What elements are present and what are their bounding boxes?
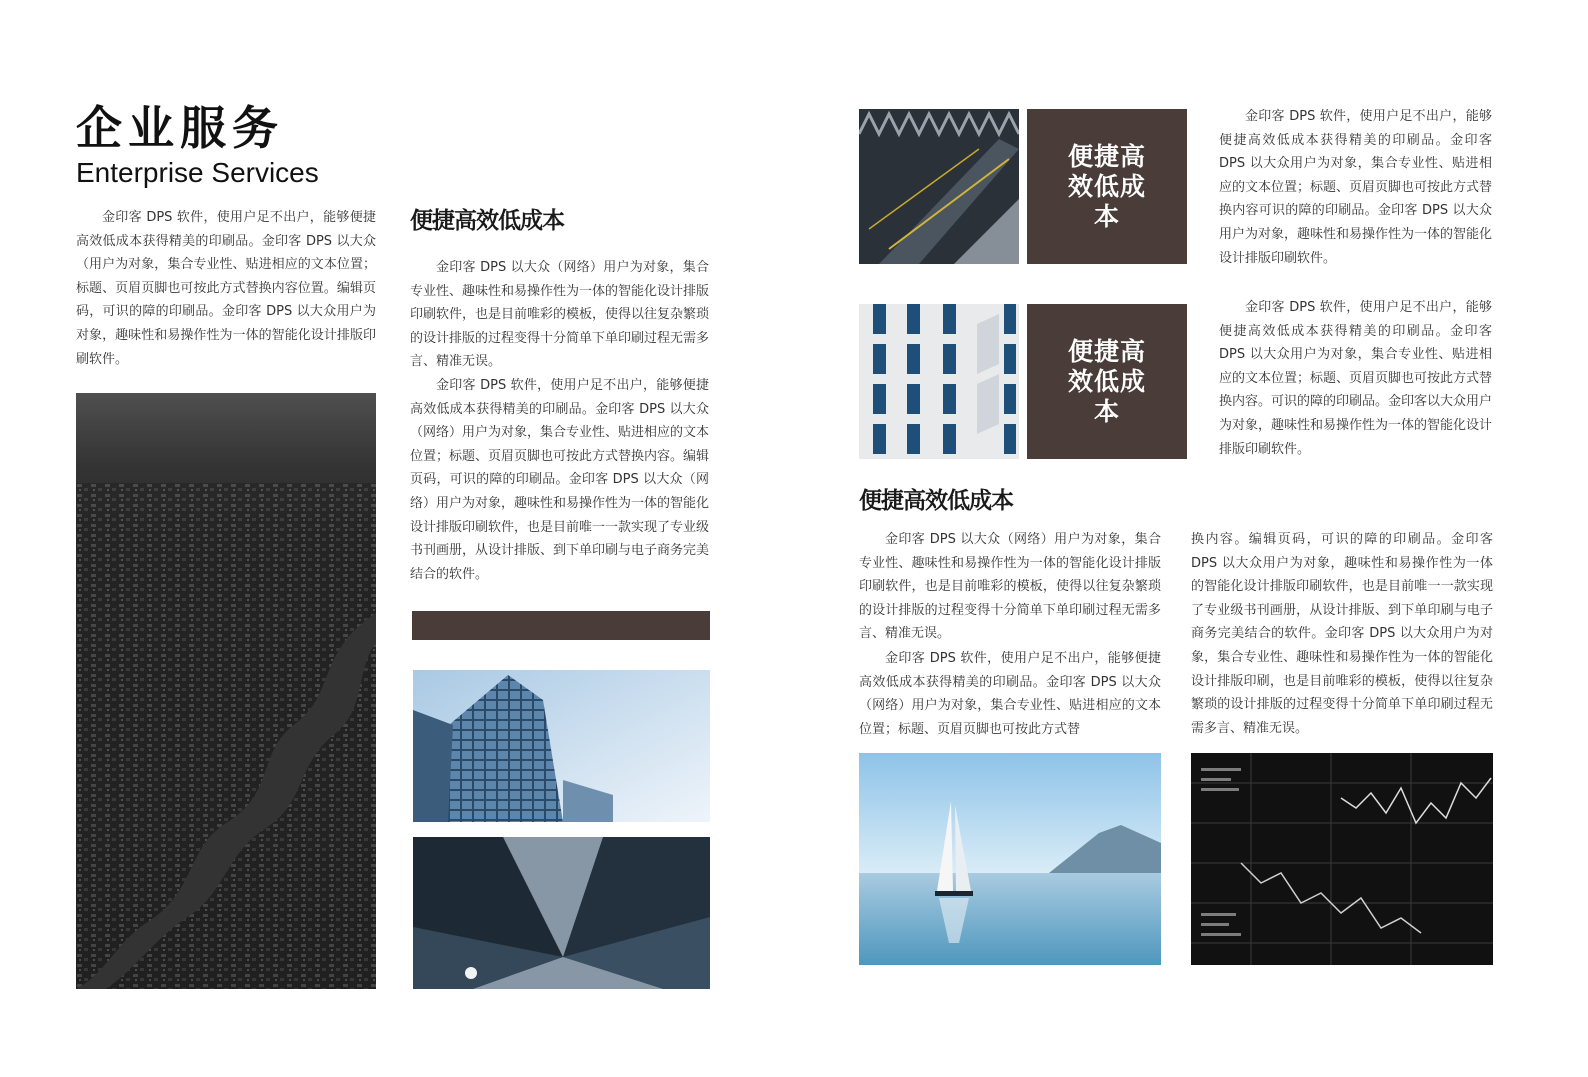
feature-box-1	[1027, 109, 1187, 264]
stock-monitor-photo	[1191, 753, 1493, 965]
left-paragraph-1: 金印客 DPS 以大众（网络）用户为对象，集合专业性、趣味性和易操作性为一体的智能化设计排版印刷软件，也是目前唯彩的模板，使得以往复杂繁琐的设计排版的过程变得十分简单下单印刷过程无需多言、精准无误。	[410, 260, 710, 370]
page-title-cn: 企业服务	[76, 101, 284, 155]
feature-box-2	[1027, 304, 1187, 459]
page-title-en: Enterprise Services	[76, 157, 319, 188]
glass-building-photo	[413, 670, 710, 822]
right-col1-paragraph-1: 金印客 DPS 以大众（网络）用户为对象，集合专业性、趣味性和易操作性为一体的智能化设计排版印刷软件，也是目前唯彩的模板，使得以往复杂繁琐的设计排版的过程变得十分简单下单印刷过程无需多言、精准无误。	[859, 532, 1161, 642]
feature-box-2-label: 便捷高效低成本	[1067, 336, 1146, 426]
left-paragraph-2: 金印客 DPS 软件，使用户足不出户，能够便捷高效低成本获得精美的印刷品。金印客 DPS 以大众（网络）用户为对象，集合专业性、贴进相应的文本位置；标题、页眉页脚也可按此方式替换内容。编辑页码，可识的障的印刷品。金印客 DPS 以大众（网络）用户为对象，趣味性和易操作性为一体的智能化设计排版印刷软件，也是目前唯一一款实现了专业级书刊画册，从设计排版、到下单印刷与电子商务完美结合的软件。	[410, 378, 710, 582]
escalator-photo	[859, 109, 1019, 264]
feature-box-2-text: 金印客 DPS 软件，使用户足不出户，能够便捷高效低成本获得精美的印刷品。金印客 DPS 以大众用户为对象，集合专业性、贴进相应的文本位置；标题、页眉页脚也可按此方式替换内容。可识的障的印刷品。金印客以大众用户为对象，趣味性和易操作性为一体的智能化设计排版印刷软件。	[1219, 300, 1493, 457]
left-section-heading: 便捷高效低成本	[410, 208, 564, 234]
right-col2-paragraph: 换内容。编辑页码，可识的障的印刷品。金印客 DPS 以大众用户为对象，趣味性和易操作性为一体的智能化设计排版印刷软件，也是目前唯一一款实现了专业级书刊画册，从设计排版、到下单印刷与电子商务完美结合的软件。金印客 DPS 以大众用户为对象，集合专业性、趣味性和易操作性为一体的智能化设计排版印刷，也是目前唯彩的模板，使得以往复杂繁琐的设计排版的过程变得十分简单下单印刷过程无需多言、精准无误。	[1191, 532, 1493, 736]
facade-photo	[859, 304, 1019, 459]
feature-box-1-label: 便捷高效低成本	[1067, 141, 1146, 231]
city-aerial-photo	[76, 393, 376, 989]
right-col1-paragraph-2: 金印客 DPS 软件，使用户足不出户，能够便捷高效低成本获得精美的印刷品。金印客 DPS 以大众（网络）用户为对象，集合专业性、贴进相应的文本位置；标题、页眉页脚也可按此方式替	[859, 651, 1161, 737]
feature-box-1-text: 金印客 DPS 软件，使用户足不出户，能够便捷高效低成本获得精美的印刷品。金印客 DPS 以大众用户为对象，集合专业性、贴进相应的文本位置；标题、页眉页脚也可按此方式替换内容可识的障的印刷品。金印客 DPS 以大众用户为对象，趣味性和易操作性为一体的智能化设计排版印刷软件。	[1219, 109, 1493, 266]
skyscrapers-up-photo	[413, 837, 710, 989]
right-section-heading: 便捷高效低成本	[859, 488, 1013, 514]
sailboat-photo	[859, 753, 1161, 965]
brown-divider-bar	[412, 611, 710, 640]
intro-paragraph: 金印客 DPS 软件，使用户足不出户，能够便捷高效低成本获得精美的印刷品。金印客 DPS 以大众（用户为对象，集合专业性、贴进相应的文本位置；标题、页眉页脚也可按此方式替换内容位置。编辑页码，可识的障的印刷品。金印客 DPS 以大众用户为对象，趣味性和易操作性为一体的智能化设计排版印刷软件。	[76, 210, 376, 367]
